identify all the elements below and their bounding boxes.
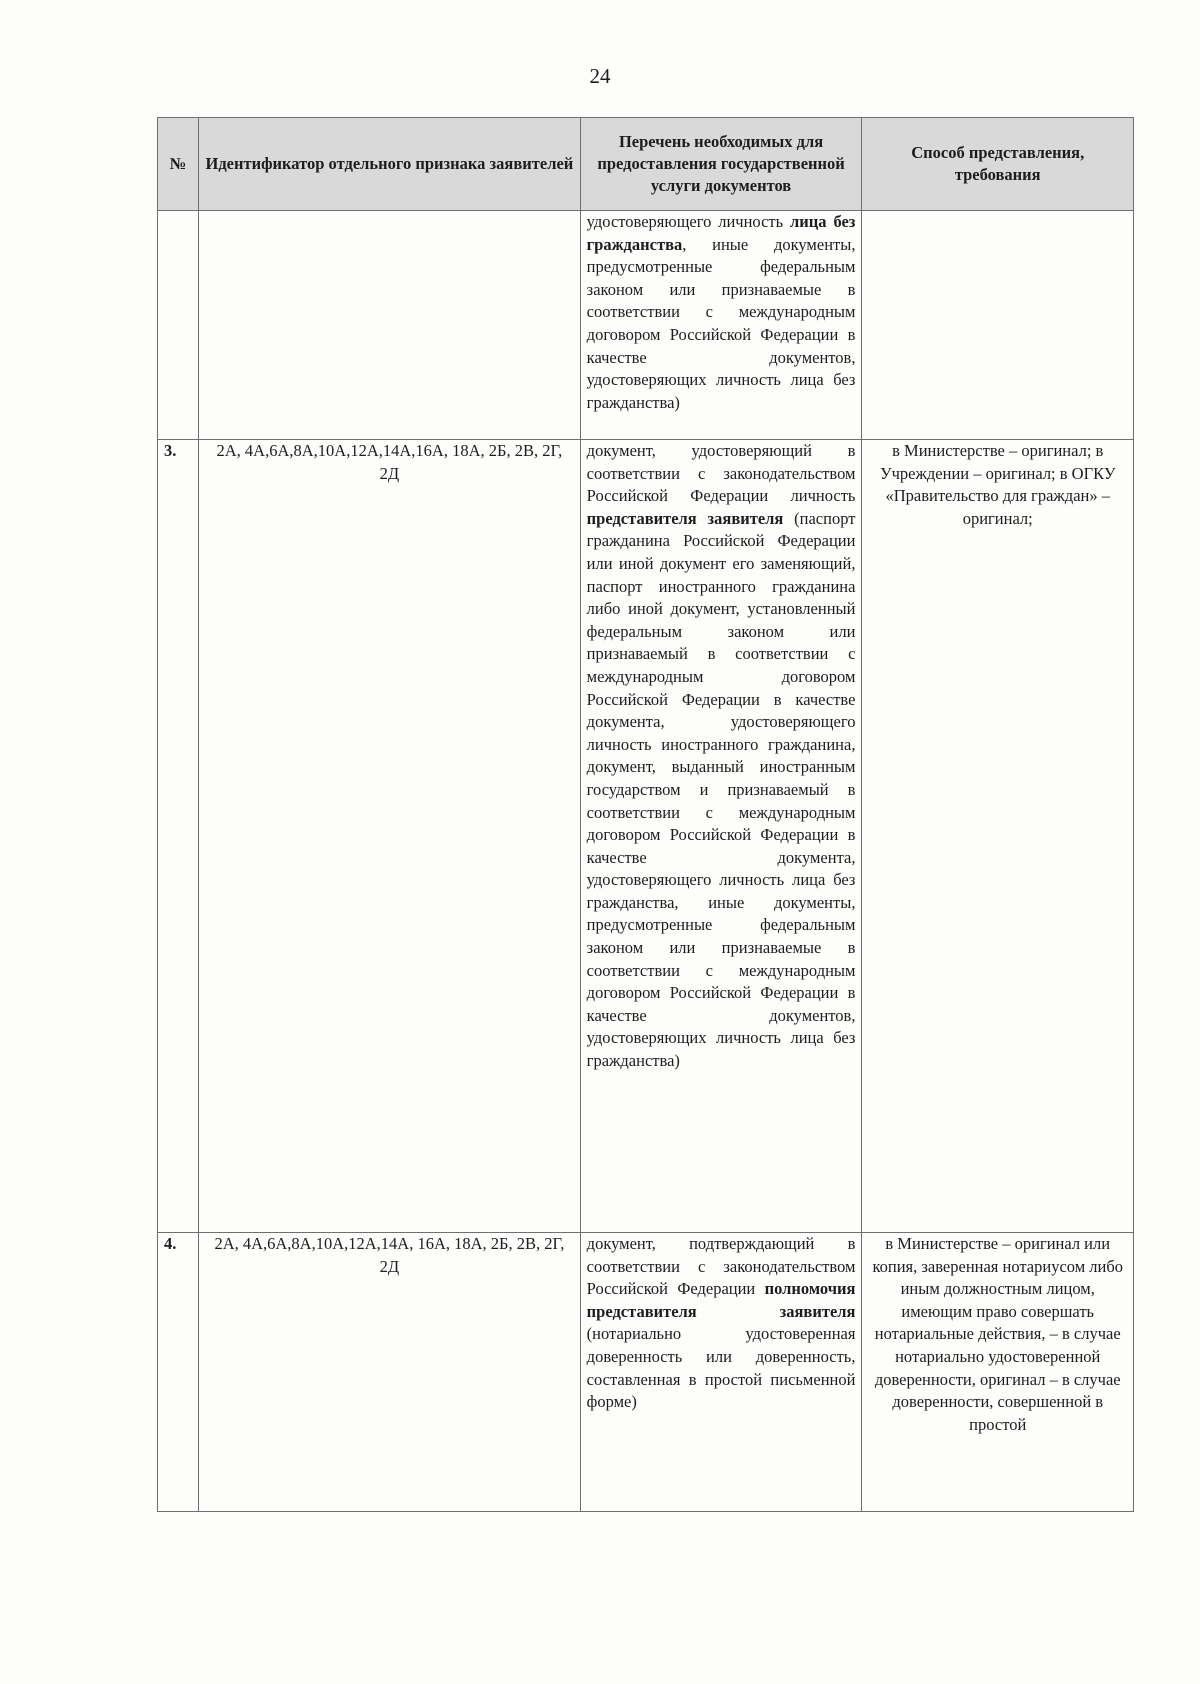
documents-table	[157, 117, 1134, 1512]
table-header-row	[158, 118, 1134, 211]
documents-text: , иные документы, предусмотренные федеральным законом или признаваемые в соответствии с международным договором Российской Федерации в качестве документов, удостоверяющих личность лица без гражданства)	[586, 234, 856, 412]
row-documents	[580, 440, 862, 1233]
documents-emphasis: лица без гражданства	[586, 212, 856, 254]
documents-emphasis: представителя заявителя	[586, 508, 784, 528]
header-method: Способ представления, требования	[862, 118, 1134, 211]
table-row	[158, 1233, 1134, 1512]
row-method: в Министерстве – оригинал или копия, заверенная нотариусом либо иным должностным лицом, имеющим право совершать нотариальные действия, – в случае нотариально удостоверенной доверенности, оригинал – в случае доверенности, совершенной в простой	[862, 1233, 1134, 1512]
header-identifier: Идентификатор отдельного признака заявителей	[199, 118, 581, 211]
row-identifier: 2А, 4А,6А,8А,10А,12А,14А,16А, 18А, 2Б, 2В, 2Г, 2Д	[199, 440, 581, 1233]
documents-text: документ, подтверждающий в соответствии с законодательством Российской Федерации	[586, 1234, 856, 1299]
row-identifier	[199, 211, 581, 440]
row-identifier: 2А, 4А,6А,8А,10А,12А,14А, 16А, 18А, 2Б, 2В, 2Г, 2Д	[199, 1233, 581, 1512]
row-number: 3.	[158, 440, 199, 1233]
row-number	[158, 211, 199, 440]
row-method	[862, 211, 1134, 440]
row-method: в Министерстве – оригинал; в Учреждении – оригинал; в ОГКУ «Правительство для граждан» – оригинал;	[862, 440, 1134, 1233]
row-documents	[580, 211, 862, 440]
table-row	[158, 211, 1134, 440]
row-number: 4.	[158, 1233, 199, 1512]
header-number: №	[158, 118, 199, 211]
header-documents: Перечень необходимых для предоставления государственной услуги документов	[580, 118, 862, 211]
row-documents	[580, 1233, 862, 1512]
documents-emphasis: полномочия представителя заявителя	[586, 1279, 856, 1321]
page-number: 24	[589, 64, 611, 88]
documents-text: (паспорт гражданина Российской Федерации или иной документ его заменяющий, паспорт иностранного гражданина либо иной документ, установленный федеральным законом или признаваемый в соответствии с международным договором Российской Федерации в качестве документа, удостоверяющего личность иностранного гражданина, документ, выданный иностранным государством и признаваемый в соответствии с международным договором Российской Федерации в качестве документа, удостоверяющего личность лица без гражданства, иные документы, предусмотренные федеральным законом или признаваемые в соответствии с международным договором Российской Федерации в качестве документов, удостоверяющих личность лица без гражданства)	[586, 508, 856, 1071]
table-row	[158, 440, 1134, 1233]
documents-text: удостоверяющего личность	[586, 212, 791, 231]
documents-text: (нотариально удостоверенная доверенность или доверенность, составленная в простой письменной форме)	[586, 1324, 856, 1412]
documents-text: документ, удостоверяющий в соответствии с законодательством Российской Федерации личность	[586, 441, 856, 506]
